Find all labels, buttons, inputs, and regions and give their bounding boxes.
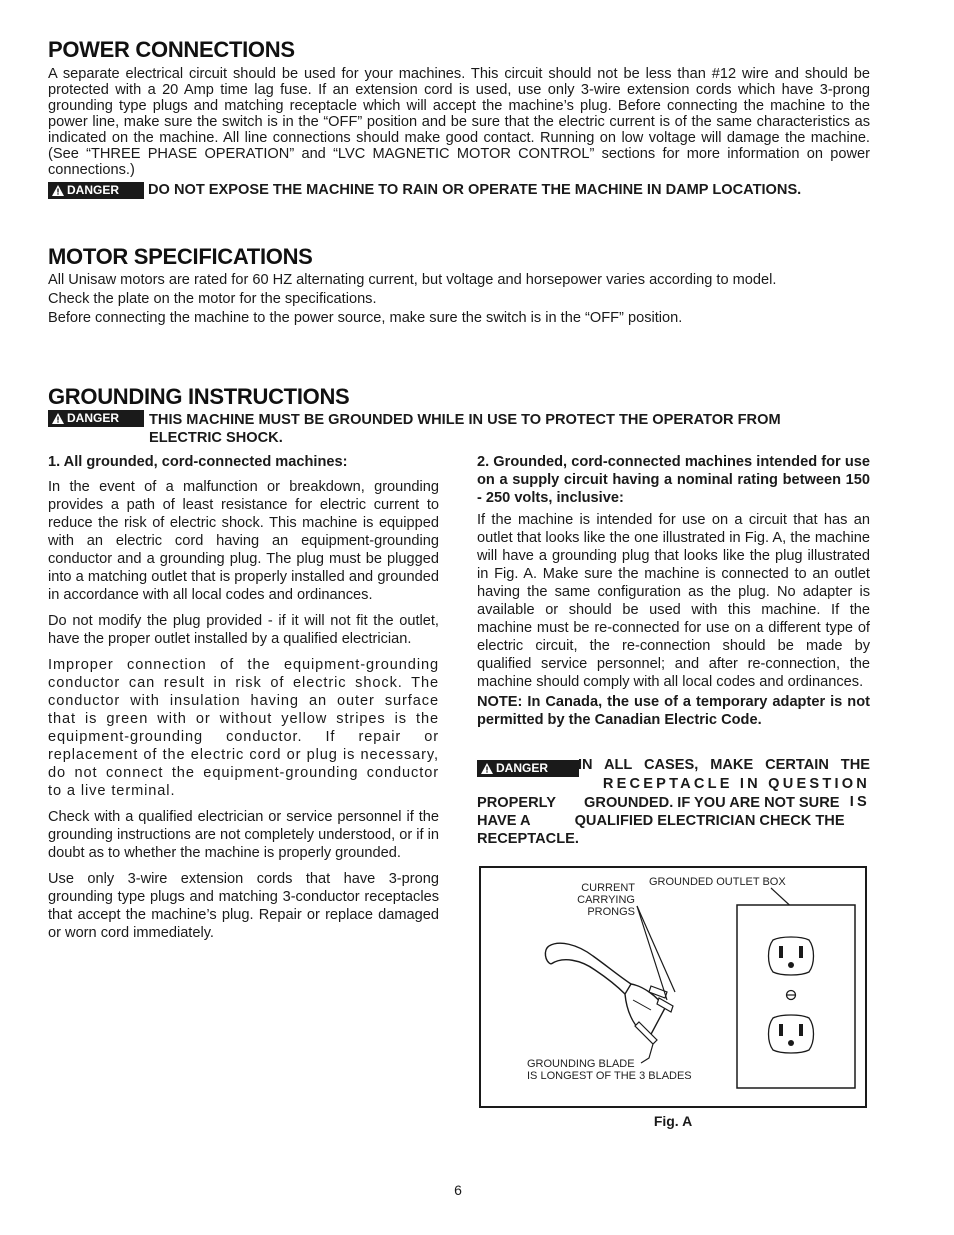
right-danger-line-2: RECEPTACLE IN QUESTION IS	[602, 776, 870, 810]
right-paragraph-1: If the machine is intended for use on a circuit that has an outlet that looks like the one illustrated in Fig. A, the machine will have a grounding plug that looks like the plug illustrated in Fig. A. Make sure the machine is connected to an outlet having the same configuration as the plug. No adapter is available or should be used with this machine. If the machine must be re-connected for use on a different type of electric circuit, the re-connection should be made by qualified service personnel; and after re-connection, the machine should comply with all local codes and ordinances.	[477, 512, 870, 690]
grounding-instructions-heading: GROUNDING INSTRUCTIONS	[48, 384, 350, 409]
grounded-outlet-box-label: GROUNDED OUTLET BOX	[649, 876, 786, 888]
grounding-blade-label: GROUNDING BLADE IS LONGEST OF THE 3 BLADES	[527, 1058, 692, 1082]
left-paragraph-1: In the event of a malfunction or breakdown, grounding provides a path of least resistance for electric current to reduce the risk of electric shock. This machine is equipped with an electric cord having an equipment-grounding conductor and a grounding plug. The plug must be plugged into a matching outlet that is properly installed and grounded in accordance with all local codes and ordinances.	[48, 479, 439, 603]
warning-icon	[52, 185, 64, 196]
power-danger-text: DO NOT EXPOSE THE MACHINE TO RAIN OR OPERATE THE MACHINE IN DAMP LOCATIONS.	[148, 182, 802, 198]
page-number: 6	[454, 1182, 462, 1198]
left-subheading: 1. All grounded, cord-connected machines:	[48, 454, 348, 470]
danger-label: DANGER	[67, 183, 120, 197]
grounding-left-column	[48, 453, 439, 950]
motor-spec-p2: Check the plate on the motor for the specifications.	[48, 291, 377, 307]
motor-spec-p3: Before connecting the machine to the power source, make sure the switch is in the “OFF” position.	[48, 310, 683, 326]
danger-label: DANGER	[67, 411, 120, 425]
motor-spec-p1: All Unisaw motors are rated for 60 HZ alternating current, but voltage and horsepower varies according to model.	[48, 272, 777, 288]
warning-icon	[52, 413, 64, 424]
figure-a	[479, 866, 867, 1108]
current-carrying-prongs-label: CURRENT CARRYING PRONGS	[577, 882, 635, 918]
grounding-danger-text: THIS MACHINE MUST BE GROUNDED WHILE IN USE TO PROTECT THE OPERATOR FROM ELECTRIC SHOCK.	[149, 412, 781, 446]
figure-caption: Fig. A	[653, 1113, 693, 1129]
right-subheading: 2. Grounded, cord-connected machines intended for use on a supply circuit having a nominal rating between 150 - 250 volts, inclusive:	[477, 454, 870, 506]
danger-badge	[48, 182, 144, 199]
right-danger-rest: PROPERLY GROUNDED. IF YOU ARE NOT SURE HAVE A QUALIFIED ELECTRICIAN CHECK THE RECEPTACLE.	[477, 795, 849, 847]
danger-badge	[48, 410, 144, 427]
motor-specifications-heading: MOTOR SPECIFICATIONS	[48, 244, 313, 269]
left-paragraph-5: Use only 3-wire extension cords that have 3-prong grounding type plugs and matching 3-conductor receptacles that accept the machine’s plug. Repair or replace damaged or worn cord immediately.	[48, 871, 439, 941]
grounding-right-column	[477, 453, 870, 737]
right-danger-line-1: IN ALL CASES, MAKE CERTAIN THE	[578, 757, 870, 773]
power-connections-heading: POWER CONNECTIONS	[48, 37, 295, 62]
left-paragraph-3: Improper connection of the equipment-grounding conductor can result in risk of electric shock. The conductor with insulation having an outer surface that is green with or without yellow stripes is the equipment-grounding conductor. If repair or replacement of the electric cord or plug is necessary, do not connect the equipment-grounding conductor to a live terminal.	[48, 657, 439, 799]
warning-icon	[481, 763, 493, 774]
danger-badge	[477, 760, 579, 777]
power-connections-body: A separate electrical circuit should be used for your machines. This circuit should not be less than #12 wire and should be protected with a 20 Amp time lag fuse. If an extension cord is used, use only 3-wire extension cords which have 3-prong grounding type plugs and matching receptacle which will accept the machine’s plug. Before connecting the machine to the power line, make sure the switch is in the “OFF” position and be sure that the electric current is of the same characteristics as indicated on the machine. All line connections should make good contact. Running on low voltage will damage the machine. (See “THREE PHASE OPERATION” and “LVC MAGNETIC MOTOR CONTROL” sections for more information on power connections.)	[48, 66, 870, 178]
canada-note: NOTE: In Canada, the use of a temporary adapter is not permitted by the Canadian Electric Code.	[477, 694, 870, 728]
left-paragraph-4: Check with a qualified electrician or service personnel if the grounding instructions are not completely understood, or if in doubt as to whether the machine is properly grounded.	[48, 809, 440, 861]
left-paragraph-2: Do not modify the plug provided - if it will not fit the outlet, have the proper outlet installed by a qualified electrician.	[48, 613, 439, 647]
danger-label: DANGER	[496, 761, 549, 775]
